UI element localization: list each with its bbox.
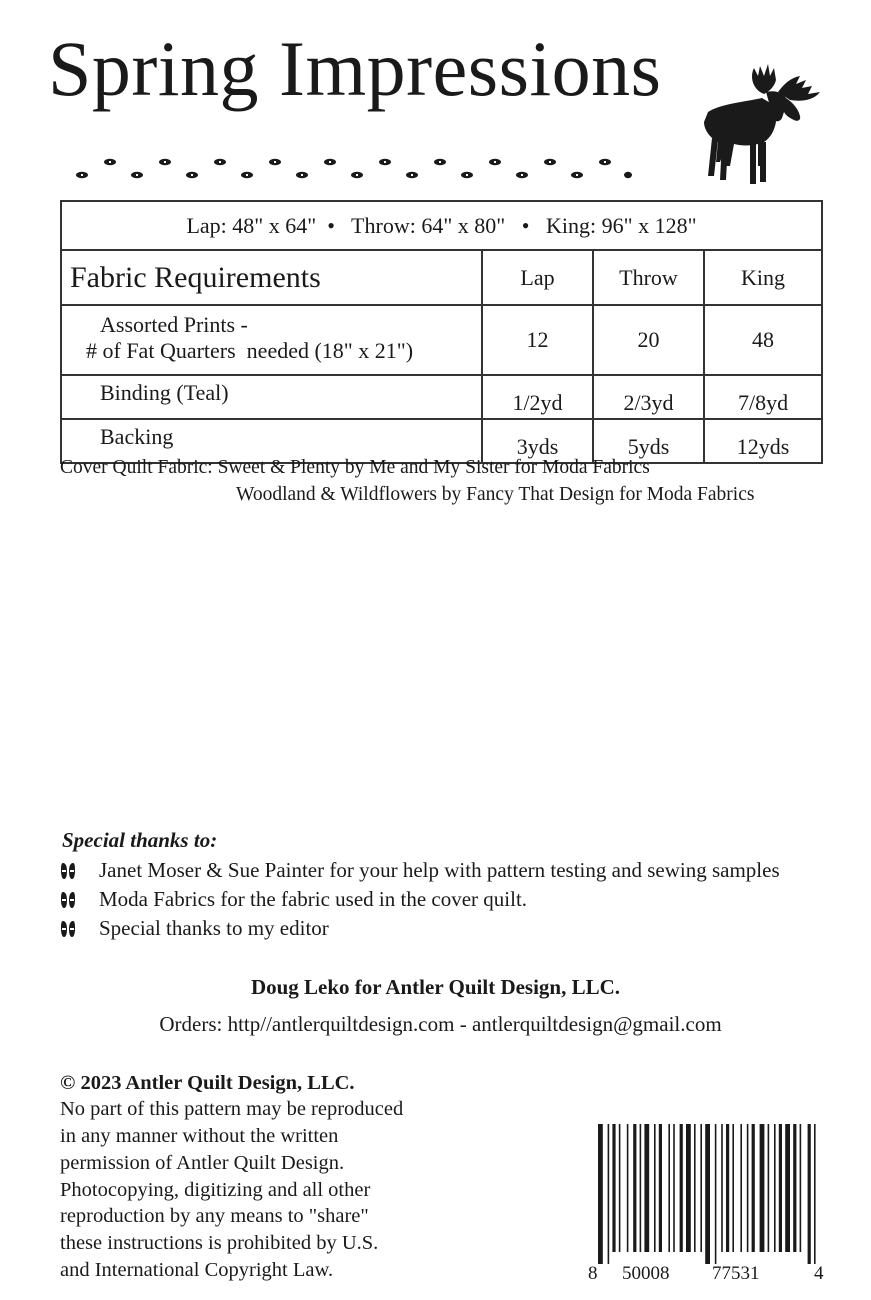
company-name: Doug Leko for Antler Quilt Design, LLC. (250, 975, 621, 999)
barcode-bar (619, 1124, 621, 1252)
cell-lap: 3yds (482, 419, 593, 463)
cell-lap: 1/2yd (482, 375, 593, 419)
cell-throw: 2/3yd (593, 375, 704, 419)
copyright-line: No part of this pattern may be reproduced (60, 1098, 404, 1120)
cell-throw: 20 (593, 305, 704, 375)
hoof-print-icon (379, 159, 391, 165)
hoof-print-icon (406, 172, 418, 178)
hoof-print-icon (324, 159, 336, 165)
cover-fabric-line: Woodland & Wildflowers by Fancy That Design for Moda Fabrics (236, 484, 755, 505)
barcode-bar (747, 1124, 749, 1252)
hoof-print-icon (241, 172, 253, 178)
hoof-print-trail (72, 152, 632, 188)
barcode-bar (740, 1124, 742, 1252)
barcode-digit-group: 4 (814, 1263, 824, 1284)
barcode-bar (608, 1124, 610, 1264)
hoof-print-icon (489, 159, 501, 165)
barcode-bar (644, 1124, 649, 1252)
cell-king: 12yds (704, 419, 822, 463)
hoof-print-icon (571, 172, 583, 178)
hoof-print-icon (131, 172, 143, 178)
barcode-bar (785, 1124, 790, 1252)
barcode-bar (640, 1124, 642, 1252)
barcode-bar (793, 1124, 796, 1252)
copyright-line: in any manner without the written (60, 1125, 339, 1147)
barcode-bar (700, 1124, 702, 1252)
moose-silhouette-icon (700, 62, 832, 188)
barcode-bar (732, 1124, 734, 1252)
barcode-bar (654, 1124, 656, 1252)
page-title: Spring Impressions (48, 25, 662, 112)
barcode-bar (726, 1124, 729, 1252)
barcode-bar (680, 1124, 683, 1252)
barcode-bar (779, 1124, 782, 1252)
barcode-bar (694, 1124, 696, 1252)
table-heading: Fabric Requirements (61, 250, 482, 305)
hoof-print-icon (296, 172, 308, 178)
copyright-line: permission of Antler Quilt Design. (60, 1152, 345, 1174)
table-row (61, 375, 822, 419)
barcode-digit-group: 77531 (712, 1263, 760, 1284)
row-item-line: # of Fat Quarters needed (18" x 21") (86, 338, 414, 363)
hoof-print-icon (516, 172, 528, 178)
hoof-print-icon (60, 890, 76, 910)
copyright-line: these instructions is prohibited by U.S. (60, 1232, 379, 1254)
copyright-heading: © 2023 Antler Quilt Design, LLC. (60, 1072, 355, 1094)
barcode-bar (715, 1124, 717, 1264)
barcode-bar (686, 1124, 691, 1252)
thanks-item (60, 858, 780, 883)
column-header-king: King (704, 250, 822, 305)
row-item (61, 305, 482, 375)
column-header-throw: Throw (593, 250, 704, 305)
quilt-sizes-row (61, 201, 822, 250)
hoof-print-icon (214, 159, 226, 165)
hoof-print-icon (159, 159, 171, 165)
cell-throw: 5yds (593, 419, 704, 463)
row-item: Backing (61, 419, 482, 463)
copyright-line: Photocopying, digitizing and all other (60, 1179, 371, 1201)
orders-info: Orders: http//antlerquiltdesign.com - antlerquiltdesign@gmail.com (159, 1012, 722, 1036)
hoof-print-icon (60, 919, 76, 939)
hoof-print-icon (434, 159, 446, 165)
barcode-digits (588, 1263, 828, 1287)
column-header-lap: Lap (482, 250, 593, 305)
thanks-item-text: Moda Fabrics for the fabric used in the cover quilt. (99, 887, 528, 911)
hoof-print-icon (599, 159, 611, 165)
barcode-bar (768, 1124, 770, 1252)
barcode-bar (673, 1124, 675, 1252)
hoof-print-icon (60, 861, 76, 881)
barcode-bar (598, 1124, 603, 1264)
thanks-item (60, 887, 527, 912)
barcode-bar (760, 1124, 765, 1252)
barcode-bar (612, 1124, 615, 1252)
hoof-print-icon (269, 159, 281, 165)
copyright-line: reproduction by any means to "share" (60, 1205, 369, 1227)
cell-king: 7/8yd (704, 375, 822, 419)
barcode-bar (633, 1124, 636, 1252)
thanks-item-text: Special thanks to my editor (99, 916, 329, 940)
barcode-bar (705, 1124, 710, 1264)
cell-lap: 12 (482, 305, 593, 375)
barcode-bar (752, 1124, 755, 1252)
hoof-print-icon (461, 172, 473, 178)
barcode-digit-group: 8 (588, 1263, 598, 1284)
barcode-bar (659, 1124, 662, 1252)
table-header-row (61, 250, 822, 305)
barcode-bar (627, 1124, 629, 1252)
thanks-item (60, 916, 329, 941)
barcode-digit-group: 50008 (622, 1263, 670, 1284)
fabric-requirements-table (60, 200, 823, 464)
row-item-line: Assorted Prints - (100, 312, 248, 337)
hoof-print-icon (544, 159, 556, 165)
hoof-print-icon (351, 172, 363, 178)
cover-fabric-line: Cover Quilt Fabric: Sweet & Plenty by Me and My Sister for Moda Fabrics (60, 457, 650, 478)
hoof-print-icon (624, 172, 632, 178)
thanks-item-text: Janet Moser & Sue Painter for your help with pattern testing and sewing samples (99, 858, 780, 882)
barcode (598, 1124, 824, 1264)
quilt-sizes: Lap: 48" x 64" • Throw: 64" x 80" • King: 96" x 128" (61, 201, 822, 250)
barcode-bar (800, 1124, 802, 1252)
table-row (61, 305, 822, 375)
cell-king: 48 (704, 305, 822, 375)
hoof-print-icon (186, 172, 198, 178)
barcode-bar (721, 1124, 723, 1252)
row-item: Binding (Teal) (61, 375, 482, 419)
hoof-print-icon (104, 159, 116, 165)
barcode-bar (814, 1124, 816, 1264)
barcode-bar (774, 1124, 776, 1252)
thanks-heading: Special thanks to: (62, 828, 218, 852)
copyright-line: and International Copyright Law. (60, 1259, 334, 1281)
barcode-bar (808, 1124, 811, 1264)
barcode-bar (668, 1124, 670, 1252)
hoof-print-icon (76, 172, 88, 178)
